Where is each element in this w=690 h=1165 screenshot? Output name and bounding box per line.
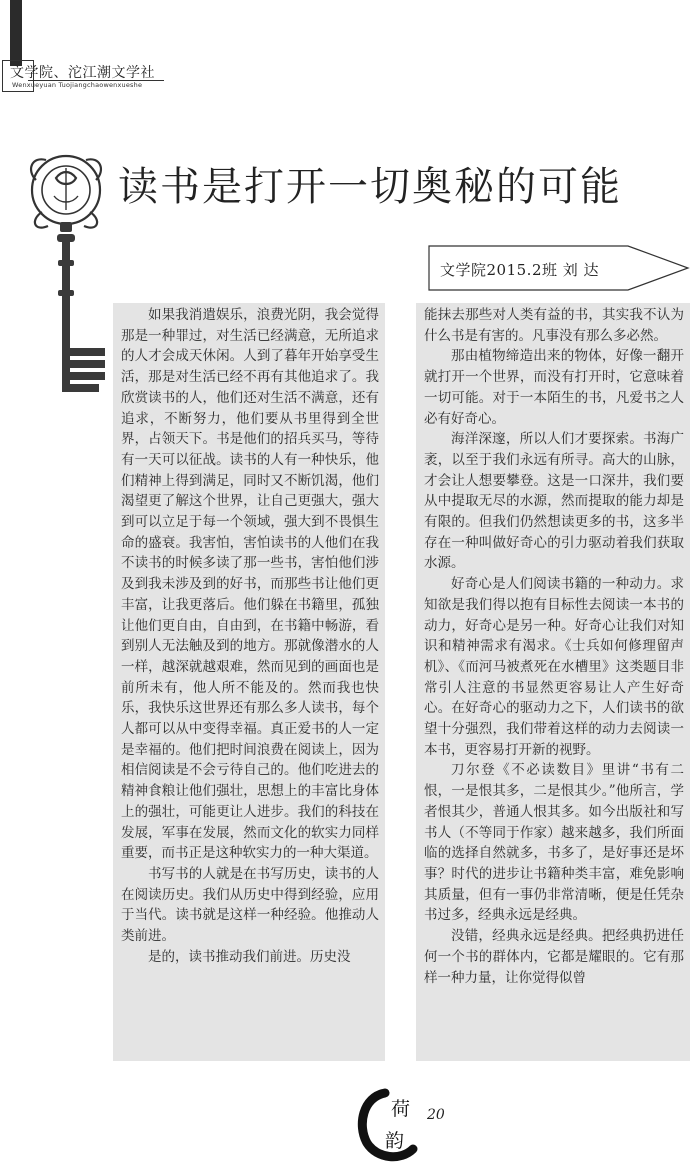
paragraph: 刀尔登《不必读数目》里讲“书有二恨，一是恨其多，二是恨其少。”他所言，学者恨其少，普通人恨其多。如今出版社和写书人（不等同于作家）越来越多，我们所面临的选择自然就多，书多了，是好事还是坏事？时代的进步让书籍种类丰富，难免影响其质量，但有一事仍非常清晰，便是任凭杂书过多，经典永远是经典。 <box>424 762 684 924</box>
header-bar <box>10 0 22 66</box>
paragraph: 海洋深邃，所以人们才要探索。书海广袤，以至于我们永远有所寻。高大的山脉，才会让人想要攀登。这是一口深井，我们要从中提取无尽的水源，然而提取的能力却是有限的。但我们仍然想读更多的书，这多半存在一种叫做好奇心的引力驱动着我们获取水源。 <box>424 431 684 572</box>
paragraph: 能抹去那些对人类有益的书，其实我不认为什么书是有害的。凡事没有那么多必然。 <box>424 307 684 344</box>
magazine-logo <box>355 1087 430 1162</box>
section-title: 文学院、沱江潮文学社 <box>10 65 155 81</box>
page-number: 20 <box>427 1107 445 1123</box>
text-column-left <box>113 303 385 1061</box>
logo-char-2: 韵 <box>385 1130 405 1152</box>
paragraph: 是的，读书推动我们前进。历史没 <box>148 948 351 965</box>
logo-char-1: 荷 <box>391 1098 411 1120</box>
paragraph: 好奇心是人们阅读书籍的一种动力。求知欲是我们得以抱有目标性去阅读一本书的动力，好奇心是另一种。好奇心让我们对知识和精神需求有渴求。《士兵如何修理留声机》、《而河马被煮死在水槽里》这类题目非常引人注意的书显然更容易让人产生好奇心。在好奇心的驱动力之下，人们读书的欲望十分强烈，我们带着这样的动力去阅读一本书，更容易打开新的视野。 <box>424 576 684 758</box>
vintage-key-icon <box>22 150 112 410</box>
section-subtitle: Wenxueyuan Tuojiangchaowenxueshe <box>12 81 143 89</box>
paragraph: 没错，经典永远是经典。把经典扔进任何一个书的群体内，它都是耀眼的。它有那样一种力量，让你觉得似曾 <box>424 928 684 986</box>
text-column-right <box>416 303 690 1061</box>
paragraph: 那由植物缔造出来的物体，好像一翻开就打开一个世界，而没有打开时，它意味着一切可能。对于一本陌生的书，凡爱书之人必有好奇心。 <box>424 348 684 427</box>
paragraph: 如果我消遣娱乐，浪费光阴，我会觉得那是一种罪过，对生活已经满意，无所追求的人才会成天休闲。人到了暮年开始享受生活，那是对生活已经不再有其他追求了。我欣赏读书的人，他们还对生活不满意，还有追求，不断努力，他们要从书里得到全世界，占领天下。书是他们的招兵买马，等待有一天可以征战。读书的人有一种快乐，他们精神上得到满足，同时又不断饥渴，他们渴望更了解这个世界，让自己更强大，强大到可以立足于每一个领域，强大到不畏惧生命的盛衰。我害怕，害怕读书的人他们在我不读书的时候多读了那一些书，害怕他们涉及到我未涉及到的好书，而那些书让他们更丰富，让我更落后。他们躲在书籍里，孤独让他们更自由，自由到，在书籍中畅游，看到别人无法触及到的地方。那就像潜水的人一样，越深就越艰难，然而见到的画面也是前所未有，他人所不能及的。然而我也快乐，我快乐这世界还有那么多人读书，每个人都可以从中变得幸福。真正爱书的人一定是幸福的。他们把时间浪费在阅读上，因为相信阅读是不会亏待自己的。他们吃进去的精神食粮让他们强壮，思想上的丰富比身体上的强壮，可能更让人进步。我们的科技在发展，军事在发展，然而文化的软实力同样重要，而书正是这种软实力的一种大渠道。 <box>121 307 379 862</box>
paragraph: 书写书的人就是在书写历史，读书的人在阅读历史。我们从历史中得到经验，应用于当代。读书就是这样一种经验。他推动人类前进。 <box>121 865 379 945</box>
author-byline: 文学院2015.2班 刘 达 <box>440 261 600 279</box>
article-title: 读书是打开一切奥秘的可能 <box>118 164 622 210</box>
